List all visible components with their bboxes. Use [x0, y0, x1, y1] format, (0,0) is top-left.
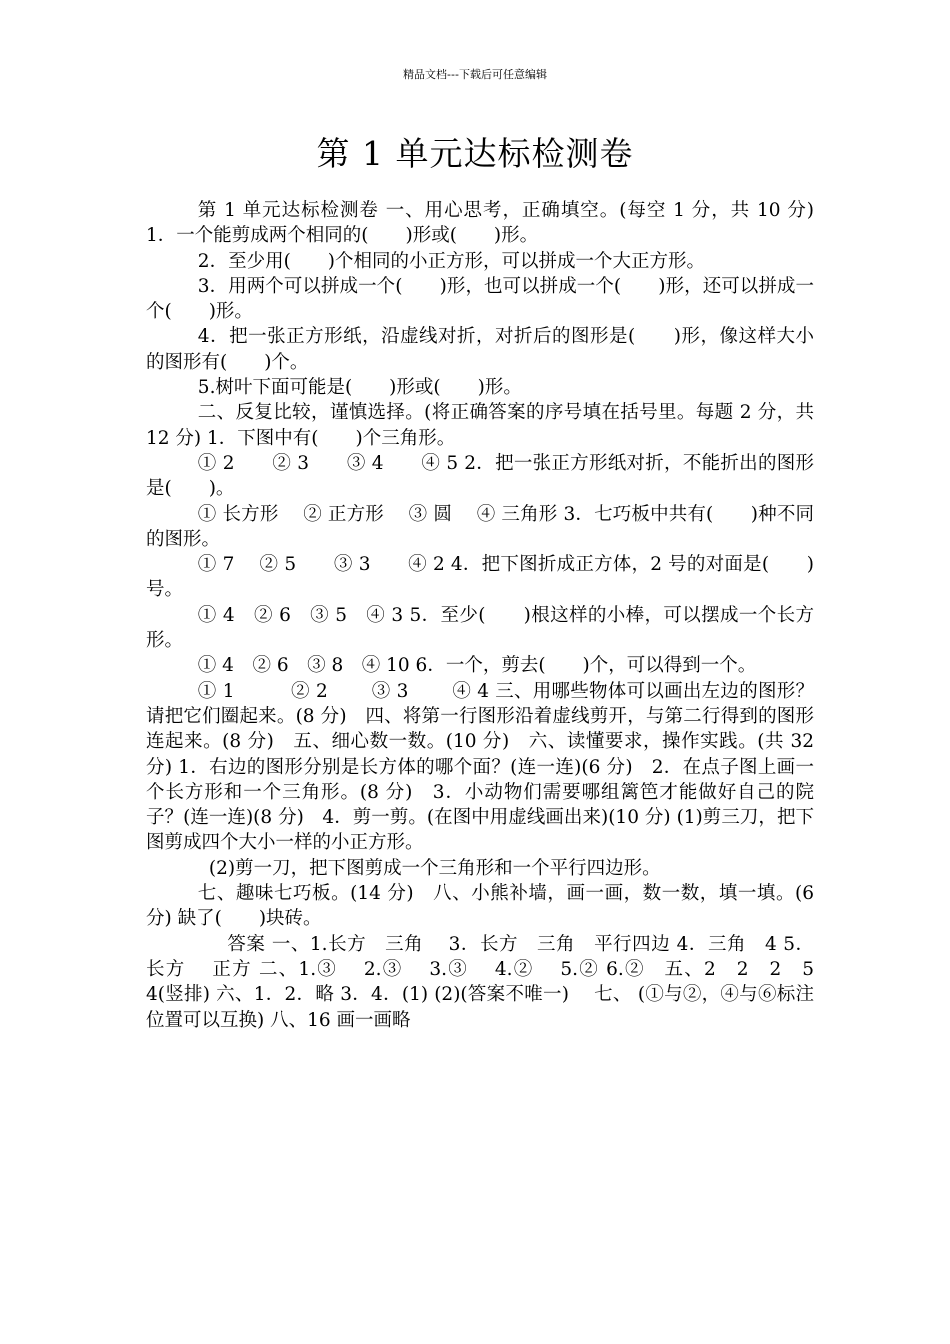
paragraph-sections-3-to-6: ① 1 ② 2 ③ 3 ④ 4 三、用哪些物体可以画出左边的图形？请把它们圈起来。(8 分) 四、将第一行图形沿着虚线剪开，与第二行得到的图形连起来。(8 分) 五、细心数一数。(10 分) 六、读懂要求，操作实践。(共 32 分) 1．右边的图形分别是长方体的哪个面？(连一连)(6 分) 2．在点子图上画一个长方形和一个三角形。(8 分) 3．小动物们需要哪组篱笆才能做好自己的院子？(连一连)(8 分) 4．剪一剪。(在图中用虚线画出来)(10 分) (1)剪三刀，把下图剪成四个大小一样的小正方形。: [146, 680, 814, 854]
paragraph-options-2-3: ① 7 ② 5 ③ 3 ④ 2 4．把下图折成正方体，2 号的对面是( )号。: [146, 554, 814, 601]
paragraph-question-1-3: 3．用两个可以拼成一个( )形，也可以拼成一个( )形，还可以拼成一个( )形。: [146, 275, 814, 323]
paragraph-section-1: 第 1 单元达标检测卷 一、用心思考，正确填空。(每空 1 分，共 10 分) 1．一个能剪成两个相同的( )形或( )形。: [146, 200, 814, 247]
paragraph-question-1-5: 5.树叶下面可能是( )形或( )形。: [197, 377, 522, 399]
paragraph-sections-7-8: 七、趣味七巧板。(14 分) 八、小熊补墙，画一画，数一数，填一填。(6 分) 缺了( )块砖。: [146, 883, 814, 930]
paragraph-options-2-1: ① 2 ② 3 ③ 4 ④ 5 2．把一张正方形纸对折，不能折出的图形是( )。: [146, 452, 814, 500]
paragraph-answers: 答案 一、1.长方 三角 3．长方 三角 平行四边 4．三角 4 5．长方 正方 二、1.③ 2.③ 3.③ 4.② 5.② 6.② 五、2 2 2 5 4(竖排) 六、1．2．略 3．4．(1) (2)(答案不唯一) 七、 (①与②，④与⑥标注位置可以互换) 八、16 画一画略: [146, 933, 833, 1031]
paragraph-options-2-2: ① 长方形 ② 正方形 ③ 圆 ④ 三角形 3．七巧板中共有( )种不同的图形。: [146, 503, 814, 550]
paragraph-options-2-5: ① 4 ② 6 ③ 8 ④ 10 6．一个，剪去( )个，可以得到一个。: [197, 655, 757, 677]
paragraph-options-2-4: ① 4 ② 6 ③ 5 ④ 3 5．至少( )根这样的小棒，可以摆成一个长方形。: [146, 604, 814, 652]
document-title: 第 1 单元达标检测卷: [316, 134, 634, 173]
document-body: [146, 198, 833, 1033]
paragraph-question-1-2: 2．至少用( )个相同的小正方形，可以拼成一个大正方形。: [197, 250, 706, 272]
paragraph-question-1-4: 4．把一张正方形纸，沿虚线对折，对折后的图形是( )形，像这样大小的图形有( )个。: [146, 326, 814, 373]
paragraph-question-6-4-2: (2)剪一刀，把下图剪成一个三角形和一个平行四边形。: [208, 857, 661, 879]
header-note: 精品文档---下载后可任意编辑: [403, 68, 547, 81]
paragraph-section-2: 二、反复比较，谨慎选择。(将正确答案的序号填在括号里。每题 2 分，共 12 分) 1．下图中有( )个三角形。: [146, 402, 814, 449]
